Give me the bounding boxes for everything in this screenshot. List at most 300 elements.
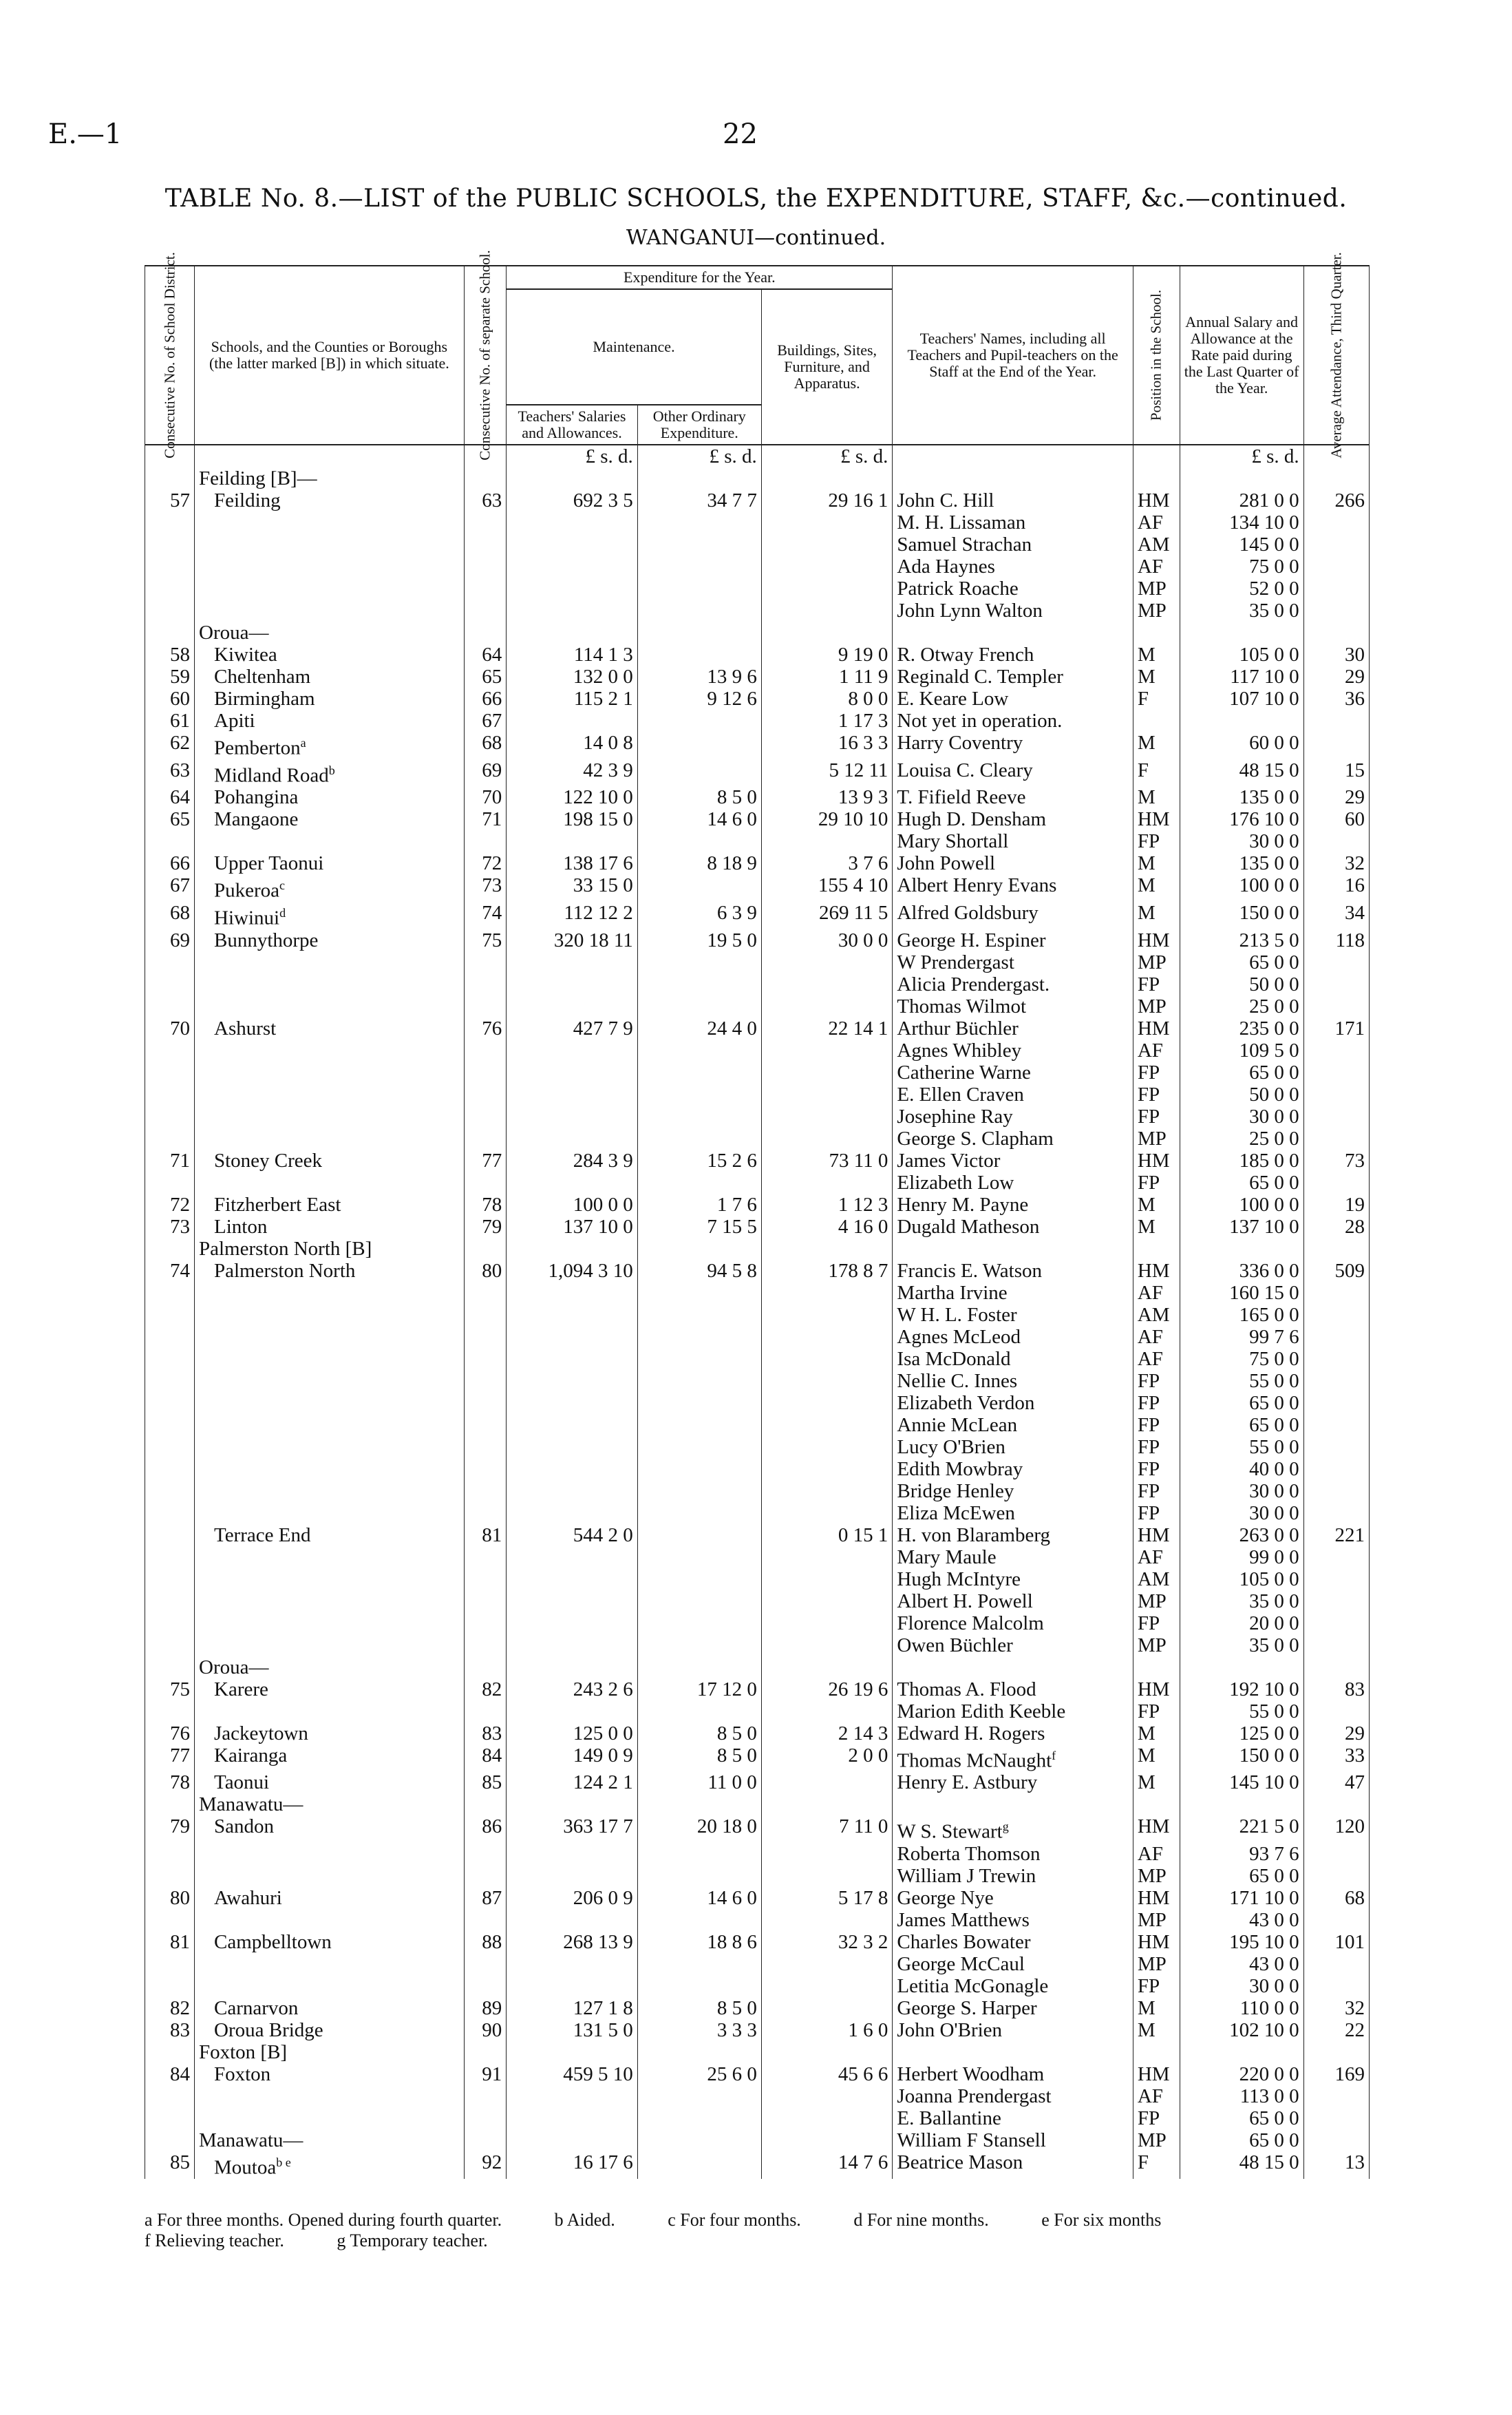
- separate-no: [464, 644, 506, 666]
- salaries-cell: [507, 1931, 638, 1953]
- school-name-text: Feilding [B]—: [199, 467, 317, 489]
- attendance-cell: [1303, 556, 1369, 578]
- separate-no: [464, 710, 506, 732]
- district-no: [145, 1436, 195, 1458]
- school-name: [195, 1700, 465, 1722]
- attendance-cell-text: 13: [1345, 2151, 1365, 2173]
- teacher-name: [893, 1590, 1133, 1612]
- salaries-cell-text: 131 5 0: [573, 2018, 633, 2041]
- separate-no: [464, 1524, 506, 1546]
- attendance-cell: [1303, 622, 1369, 644]
- separate-no: [464, 902, 506, 929]
- school-name: [195, 995, 465, 1017]
- footnote-c: c For four months.: [668, 2210, 801, 2230]
- attendance-cell-text: 47: [1345, 1771, 1365, 1794]
- position-cell-text: MP: [1137, 578, 1167, 600]
- teacher-name-text: W H. L. Foster: [897, 1303, 1017, 1326]
- position-cell: [1133, 1700, 1180, 1722]
- annual-salary-cell-text: 195 10 0: [1229, 1930, 1299, 1953]
- position-cell: [1133, 2129, 1180, 2151]
- salaries-cell: [507, 1062, 638, 1084]
- position-cell-text: MP: [1137, 1634, 1167, 1656]
- school-name: [195, 1815, 465, 1843]
- attendance-cell: [1303, 2019, 1369, 2041]
- teacher-name-text: Albert H. Powell: [897, 1590, 1033, 1612]
- annual-salary-cell: [1180, 902, 1303, 929]
- position-cell: [1133, 1017, 1180, 1040]
- annual-salary-cell-text: 52 0 0: [1249, 578, 1299, 600]
- position-cell-text: FP: [1137, 2107, 1160, 2129]
- school-name: [195, 1172, 465, 1194]
- teacher-name: [893, 1793, 1133, 1815]
- teacher-name-text: James Victor: [897, 1149, 1001, 1172]
- salaries-cell-text: 320 18 11: [553, 929, 633, 951]
- other-expenditure-cell: [637, 688, 761, 710]
- separate-no: [464, 1997, 506, 2019]
- teacher-name: [893, 732, 1133, 759]
- separate-no: [464, 1062, 506, 1084]
- separate-no: [464, 600, 506, 622]
- salaries-cell: [507, 1260, 638, 1282]
- school-name-text: Linton: [214, 1215, 268, 1238]
- other-expenditure-cell: [637, 973, 761, 995]
- teacher-name-text: Charles Bowater: [897, 1930, 1031, 1953]
- buildings-cell: [761, 1062, 893, 1084]
- teacher-name: [893, 2085, 1133, 2107]
- annual-salary-cell-text: 171 10 0: [1229, 1886, 1299, 1909]
- salaries-cell: [507, 902, 638, 929]
- other-expenditure-cell: [637, 830, 761, 852]
- separate-no: [464, 1326, 506, 1348]
- annual-salary-cell: [1180, 1953, 1303, 1975]
- table-row: [145, 1040, 1370, 1062]
- district-no: [145, 489, 195, 512]
- unit-label: £ s. d.: [637, 445, 761, 467]
- separate-no: [464, 1150, 506, 1172]
- attendance-cell: [1303, 1017, 1369, 1040]
- annual-salary-cell: [1180, 1062, 1303, 1084]
- annual-salary-cell-text: 336 0 0: [1239, 1259, 1299, 1282]
- school-name: [195, 1062, 465, 1084]
- table-row: [145, 1524, 1370, 1546]
- salaries-cell: [507, 1040, 638, 1062]
- teacher-name-text: Eliza McEwen: [897, 1501, 1015, 1524]
- attendance-cell: [1303, 1062, 1369, 1084]
- separate-no: [464, 1865, 506, 1887]
- other-expenditure-cell: [637, 1392, 761, 1414]
- other-expenditure-cell: [637, 1612, 761, 1634]
- header-expenditure: Expenditure for the Year.: [507, 266, 893, 289]
- annual-salary-cell: [1180, 1282, 1303, 1304]
- table-row: [145, 644, 1370, 666]
- teacher-name-text: George Nye: [897, 1886, 994, 1909]
- school-name: [195, 1260, 465, 1282]
- teacher-name: [893, 786, 1133, 808]
- salaries-cell: [507, 852, 638, 874]
- position-cell: [1133, 578, 1180, 600]
- table-row: [145, 1678, 1370, 1700]
- separate-no: [464, 732, 506, 759]
- salaries-cell: [507, 1909, 638, 1931]
- annual-salary-cell-text: 30 0 0: [1249, 1974, 1299, 1997]
- position-cell: [1133, 852, 1180, 874]
- other-expenditure-cell: [637, 1656, 761, 1678]
- annual-salary-cell: [1180, 1700, 1303, 1722]
- annual-salary-cell-text: 65 0 0: [1249, 2129, 1299, 2151]
- attendance-cell: [1303, 1282, 1369, 1304]
- teacher-name-text: Alicia Prendergast.: [897, 973, 1050, 995]
- buildings-cell-text: 73 11 0: [829, 1149, 888, 1172]
- position-cell: [1133, 1997, 1180, 2019]
- buildings-cell: [761, 1793, 893, 1815]
- teacher-name: [893, 1216, 1133, 1238]
- position-cell: [1133, 929, 1180, 951]
- annual-salary-cell: [1180, 1017, 1303, 1040]
- district-no-text: 62: [170, 732, 190, 754]
- annual-salary-cell: [1180, 1793, 1303, 1815]
- other-expenditure-cell-text: 34 7 7: [707, 489, 757, 512]
- buildings-cell-text: 13 9 3: [838, 786, 888, 809]
- teacher-name: [893, 710, 1133, 732]
- school-name: [195, 1348, 465, 1370]
- footnote-a: a For three months. Opened during fourth quarter.: [145, 2210, 502, 2230]
- attendance-cell-text: 19: [1345, 1193, 1365, 1216]
- position-cell: [1133, 622, 1180, 644]
- teacher-name: [893, 1656, 1133, 1678]
- annual-salary-cell: [1180, 1370, 1303, 1392]
- separate-no: [464, 1771, 506, 1793]
- salaries-cell-text: 138 17 6: [563, 852, 633, 875]
- district-no: [145, 1865, 195, 1887]
- annual-salary-cell-text: 55 0 0: [1249, 1435, 1299, 1458]
- salaries-cell: [507, 973, 638, 995]
- other-expenditure-cell: [637, 1194, 761, 1216]
- attendance-cell: [1303, 467, 1369, 489]
- salaries-cell: [507, 1282, 638, 1304]
- separate-no: [464, 995, 506, 1017]
- teacher-name: [893, 1568, 1133, 1590]
- header-maintenance: Maintenance.: [507, 289, 762, 404]
- school-name-text: Manawatu—: [199, 1793, 304, 1816]
- attendance-cell-text: 118: [1335, 929, 1365, 951]
- attendance-cell: [1303, 1458, 1369, 1480]
- annual-salary-cell: [1180, 759, 1303, 787]
- teacher-name-text: M. H. Lissaman: [897, 512, 1026, 534]
- buildings-cell: [761, 1771, 893, 1793]
- other-expenditure-cell-text: 24 4 0: [707, 1017, 757, 1040]
- teacher-name-text: Mary Shortall: [897, 830, 1009, 853]
- teacher-name: [893, 600, 1133, 622]
- page-number: 22: [723, 118, 758, 150]
- annual-salary-cell: [1180, 1436, 1303, 1458]
- annual-salary-cell-text: 48 15 0: [1239, 2151, 1299, 2173]
- position-cell: [1133, 1975, 1180, 1997]
- attendance-cell: [1303, 951, 1369, 973]
- teacher-name-text: Joanna Prendergast: [897, 2085, 1052, 2107]
- district-no: [145, 1634, 195, 1656]
- attendance-cell: [1303, 1843, 1369, 1865]
- separate-no: [464, 1887, 506, 1909]
- separate-no: [464, 1304, 506, 1326]
- school-name: [195, 644, 465, 666]
- attendance-cell: [1303, 666, 1369, 688]
- salaries-cell: [507, 1502, 638, 1524]
- other-expenditure-cell: [637, 2129, 761, 2151]
- attendance-cell-text: 101: [1334, 1930, 1365, 1953]
- separate-no: [464, 1084, 506, 1106]
- district-no: [145, 1304, 195, 1326]
- school-name: [195, 2129, 465, 2151]
- annual-salary-cell: [1180, 1414, 1303, 1436]
- salaries-cell: [507, 1194, 638, 1216]
- attendance-cell: [1303, 1865, 1369, 1887]
- position-cell-text: M: [1137, 901, 1156, 924]
- buildings-cell: [761, 1304, 893, 1326]
- salaries-cell-text: 268 13 9: [563, 1930, 633, 1953]
- teacher-name-text: Patrick Roache: [897, 578, 1019, 600]
- salaries-cell-text: 459 5 10: [563, 2063, 633, 2085]
- teacher-name-text: Henry E. Astbury: [897, 1771, 1038, 1794]
- other-expenditure-cell: [637, 2107, 761, 2129]
- attendance-cell: [1303, 1634, 1369, 1656]
- salaries-cell: [507, 929, 638, 951]
- salaries-cell: [507, 556, 638, 578]
- district-no: [145, 1700, 195, 1722]
- footnotes: [145, 2210, 1383, 2251]
- teacher-name-text: Francis E. Watson: [897, 1259, 1042, 1282]
- buildings-cell-text: 7 11 0: [838, 1815, 888, 1838]
- teacher-name-text: Edward H. Rogers: [897, 1722, 1045, 1744]
- separate-no-text: 78: [482, 1193, 502, 1216]
- position-cell-text: MP: [1137, 600, 1167, 622]
- attendance-cell: [1303, 1238, 1369, 1260]
- attendance-cell: [1303, 1975, 1369, 1997]
- buildings-cell-text: 14 7 6: [838, 2151, 888, 2173]
- salaries-cell-text: 14 0 8: [583, 732, 633, 754]
- separate-no: [464, 929, 506, 951]
- school-name-text: Moutoa: [214, 2156, 277, 2179]
- position-cell-text: HM: [1137, 1017, 1170, 1040]
- annual-salary-cell: [1180, 556, 1303, 578]
- teacher-name-text: Annie McLean: [897, 1413, 1018, 1436]
- district-no-text: 77: [170, 1744, 190, 1767]
- table-row: [145, 556, 1370, 578]
- school-name-text: Upper Taonui: [214, 852, 324, 875]
- buildings-cell: [761, 2151, 893, 2179]
- school-name: [195, 786, 465, 808]
- separate-no: [464, 534, 506, 556]
- annual-salary-cell: [1180, 874, 1303, 902]
- position-cell: [1133, 1524, 1180, 1546]
- position-cell: [1133, 2107, 1180, 2129]
- teacher-name-text: H. von Blaramberg: [897, 1523, 1050, 1546]
- school-name-text: Pohangina: [214, 786, 299, 809]
- position-cell: [1133, 1546, 1180, 1568]
- other-expenditure-cell: [637, 1172, 761, 1194]
- district-no: [145, 1909, 195, 1931]
- teacher-name-text: Mary Maule: [897, 1546, 997, 1568]
- district-no: [145, 2063, 195, 2085]
- annual-salary-cell: [1180, 1678, 1303, 1700]
- table-row: [145, 852, 1370, 874]
- salaries-cell-text: 1,094 3 10: [548, 1259, 633, 1282]
- other-expenditure-cell: [637, 2019, 761, 2041]
- separate-no: [464, 1128, 506, 1150]
- teacher-name-text: Edith Mowbray: [897, 1457, 1023, 1480]
- buildings-cell: [761, 874, 893, 902]
- school-name: [195, 759, 465, 787]
- separate-no-text: 72: [482, 852, 502, 875]
- position-cell-text: F: [1137, 2151, 1149, 2173]
- separate-no-text: 81: [482, 1523, 502, 1546]
- teacher-name: [893, 951, 1133, 973]
- separate-no-text: 77: [482, 1149, 502, 1172]
- buildings-cell-text: 9 19 0: [838, 644, 888, 666]
- table-row: [145, 2063, 1370, 2085]
- position-cell: [1133, 2041, 1180, 2063]
- teacher-name: [893, 1260, 1133, 1282]
- position-cell-text: HM: [1137, 808, 1170, 831]
- school-name: [195, 1722, 465, 1744]
- position-cell-text: FP: [1137, 1612, 1160, 1634]
- school-name: [195, 1326, 465, 1348]
- annual-salary-cell-text: 105 0 0: [1239, 1568, 1299, 1590]
- school-name: [195, 1568, 465, 1590]
- attendance-cell: [1303, 1414, 1369, 1436]
- buildings-cell: [761, 1546, 893, 1568]
- table-row: [145, 902, 1370, 929]
- table-row: [145, 1084, 1370, 1106]
- other-expenditure-cell: [637, 512, 761, 534]
- position-cell: [1133, 1887, 1180, 1909]
- school-name: [195, 929, 465, 951]
- attendance-cell: [1303, 1348, 1369, 1370]
- annual-salary-cell: [1180, 852, 1303, 874]
- annual-salary-cell-text: 213 5 0: [1239, 929, 1299, 951]
- separate-no: [464, 1793, 506, 1815]
- units-row: [145, 445, 1370, 467]
- table-row: [145, 1975, 1370, 1997]
- other-expenditure-cell: [637, 1326, 761, 1348]
- teacher-name-text: Ada Haynes: [897, 556, 995, 578]
- teacher-name: [893, 1172, 1133, 1194]
- teacher-name-text: Bridge Henley: [897, 1479, 1014, 1502]
- position-cell-text: HM: [1137, 1815, 1170, 1838]
- other-expenditure-cell: [637, 1771, 761, 1793]
- teacher-name: [893, 1843, 1133, 1865]
- buildings-cell: [761, 1128, 893, 1150]
- other-expenditure-cell: [637, 600, 761, 622]
- table-row: [145, 1216, 1370, 1238]
- separate-no: [464, 1612, 506, 1634]
- school-name: [195, 489, 465, 512]
- teacher-name: [893, 1106, 1133, 1128]
- annual-salary-cell-text: 185 0 0: [1239, 1149, 1299, 1172]
- teacher-name: [893, 1062, 1133, 1084]
- buildings-cell-text: 4 16 0: [838, 1215, 888, 1238]
- annual-salary-cell-text: 43 0 0: [1249, 1952, 1299, 1975]
- teacher-name: [893, 902, 1133, 929]
- school-name: [195, 1997, 465, 2019]
- attendance-cell: [1303, 808, 1369, 830]
- teacher-name: [893, 1865, 1133, 1887]
- table-row: [145, 995, 1370, 1017]
- district-no: [145, 759, 195, 787]
- school-name: [195, 622, 465, 644]
- header-buildings: Buildings, Sites, Furniture, and Apparatus.: [761, 289, 893, 445]
- teacher-name-text: Martha Irvine: [897, 1281, 1008, 1304]
- annual-salary-cell-text: 107 10 0: [1229, 688, 1299, 710]
- attendance-cell-text: 68: [1345, 1886, 1365, 1909]
- teacher-name: [893, 2019, 1133, 2041]
- position-cell: [1133, 1282, 1180, 1304]
- school-name-text: Karere: [214, 1678, 268, 1700]
- annual-salary-cell: [1180, 1392, 1303, 1414]
- salaries-cell: [507, 1887, 638, 1909]
- separate-no: [464, 830, 506, 852]
- position-cell-text: HM: [1137, 1259, 1170, 1282]
- position-cell-text: FP: [1137, 1105, 1160, 1128]
- position-cell: [1133, 995, 1180, 1017]
- school-name: [195, 1238, 465, 1260]
- buildings-cell: [761, 1722, 893, 1744]
- annual-salary-cell: [1180, 467, 1303, 489]
- teacher-name-text: Elizabeth Low: [897, 1171, 1014, 1194]
- position-cell-text: FP: [1137, 1369, 1160, 1392]
- salaries-cell: [507, 578, 638, 600]
- district-no: [145, 1172, 195, 1194]
- footnote-d: d For nine months.: [853, 2210, 989, 2230]
- footnote-f: f Relieving teacher.: [145, 2231, 284, 2250]
- position-cell: [1133, 1590, 1180, 1612]
- salaries-cell: [507, 1128, 638, 1150]
- attendance-cell: [1303, 874, 1369, 902]
- annual-salary-cell-text: 235 0 0: [1239, 1017, 1299, 1040]
- salaries-cell: [507, 710, 638, 732]
- salaries-cell: [507, 1106, 638, 1128]
- teacher-name-text: Alfred Goldsbury: [897, 901, 1039, 924]
- school-name-text: Hiwinui: [214, 907, 280, 929]
- salaries-cell: [507, 1771, 638, 1793]
- district-no-text: 76: [170, 1722, 190, 1744]
- position-cell-text: M: [1137, 1996, 1156, 2019]
- position-cell: [1133, 1678, 1180, 1700]
- other-expenditure-cell: [637, 786, 761, 808]
- annual-salary-cell: [1180, 2063, 1303, 2085]
- position-cell-text: HM: [1137, 929, 1170, 951]
- district-no: [145, 1216, 195, 1238]
- teacher-name: [893, 874, 1133, 902]
- buildings-cell-text: 8 0 0: [848, 688, 888, 710]
- other-expenditure-cell-text: 18 8 6: [707, 1930, 757, 1953]
- separate-no-text: 63: [482, 489, 502, 512]
- salaries-cell: [507, 732, 638, 759]
- other-expenditure-cell: [637, 644, 761, 666]
- annual-salary-cell: [1180, 1997, 1303, 2019]
- buildings-cell: [761, 1634, 893, 1656]
- separate-no: [464, 1678, 506, 1700]
- separate-no: [464, 1634, 506, 1656]
- separate-no: [464, 1546, 506, 1568]
- school-name: [195, 1304, 465, 1326]
- annual-salary-cell: [1180, 1524, 1303, 1546]
- annual-salary-cell: [1180, 1590, 1303, 1612]
- other-expenditure-cell: [637, 534, 761, 556]
- teacher-name-text: George S. Harper: [897, 1996, 1037, 2019]
- other-expenditure-cell: [637, 1282, 761, 1304]
- table-row: [145, 1414, 1370, 1436]
- annual-salary-cell-text: 99 0 0: [1249, 1546, 1299, 1568]
